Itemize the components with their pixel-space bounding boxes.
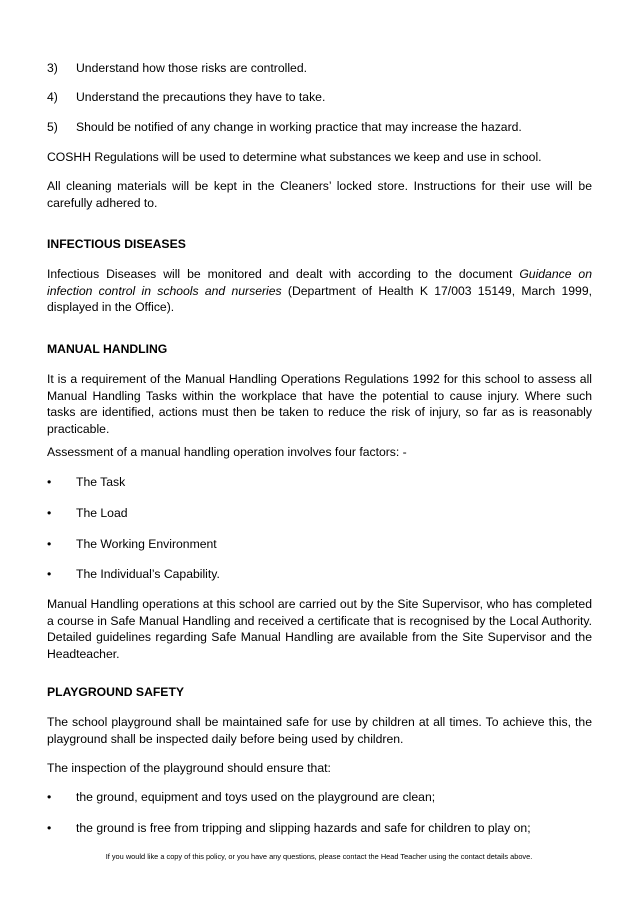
list-item: Should be notified of any change in working practice that may increase the hazard.: [76, 120, 522, 134]
list-item: The Working Environment: [76, 537, 217, 551]
bullet-icon: •: [47, 821, 52, 835]
bullet-icon: •: [47, 537, 52, 551]
playground-paragraph-1: The school playground shall be maintained safe for use by children at all times. To achieve this, the playground shall be inspected daily before being used by children.: [47, 715, 592, 746]
bullet-icon: •: [47, 475, 52, 489]
bullet-icon: •: [47, 790, 52, 804]
manual-paragraph-1: It is a requirement of the Manual Handling Operations Regulations 1992 for this school to assess all Manual Handling Tasks within the workplace that have the potential to cause injury. Where such tasks are identified, actions must then be taken to reduce the risk of injury, so far as is reasonably practicable.: [47, 372, 592, 436]
manual-paragraph-2: Assessment of a manual handling operation involves four factors: -: [47, 445, 407, 459]
section-heading-playground: PLAYGROUND SAFETY: [47, 685, 185, 699]
coshh-paragraph: COSHH Regulations will be used to determine what substances we keep and use in school.: [47, 150, 542, 164]
page-footer: If you would like a copy of this policy, or you have any questions, please contact the Head Teacher using the contact details above.: [105, 852, 533, 861]
playground-paragraph-2: The inspection of the playground should ensure that:: [47, 761, 331, 775]
section-heading-manual: MANUAL HANDLING: [47, 342, 168, 356]
list-number: 3): [47, 61, 58, 75]
section-heading-infectious: INFECTIOUS DISEASES: [47, 237, 186, 251]
list-number: 4): [47, 90, 58, 104]
bullet-icon: •: [47, 506, 52, 520]
document-title: Guidance on infection control in schools and nurseries: [47, 267, 592, 298]
list-item: Understand how those risks are controlled.: [76, 61, 308, 75]
list-item: The Task: [76, 475, 126, 489]
bullet-icon: •: [47, 567, 52, 581]
list-item: The Load: [76, 506, 128, 520]
manual-paragraph-3: Manual Handling operations at this school are carried out by the Site Supervisor, who has completed a course in Safe Manual Handling and received a certificate that is recognised by the Local Authority. Detailed guidelines regarding Safe Manual Handling are available from the Site Supervisor and the Headteacher.: [47, 597, 592, 661]
list-item: Understand the precautions they have to take.: [76, 90, 326, 104]
list-item: The Individual’s Capability.: [76, 567, 220, 581]
list-item: the ground, equipment and toys used on the playground are clean;: [76, 790, 436, 804]
cleaning-paragraph: All cleaning materials will be kept in the Cleaners’ locked store. Instructions for their use will be carefully adhered to.: [47, 179, 592, 210]
list-item: the ground is free from tripping and slipping hazards and safe for children to play on;: [76, 821, 531, 835]
infectious-paragraph: Infectious Diseases will be monitored and dealt with according to the document Guidance on infection control in schools and nurseries (Department of Health K 17/003 15149, March 1999, displayed in the Office).: [47, 267, 592, 314]
list-number: 5): [47, 120, 58, 134]
